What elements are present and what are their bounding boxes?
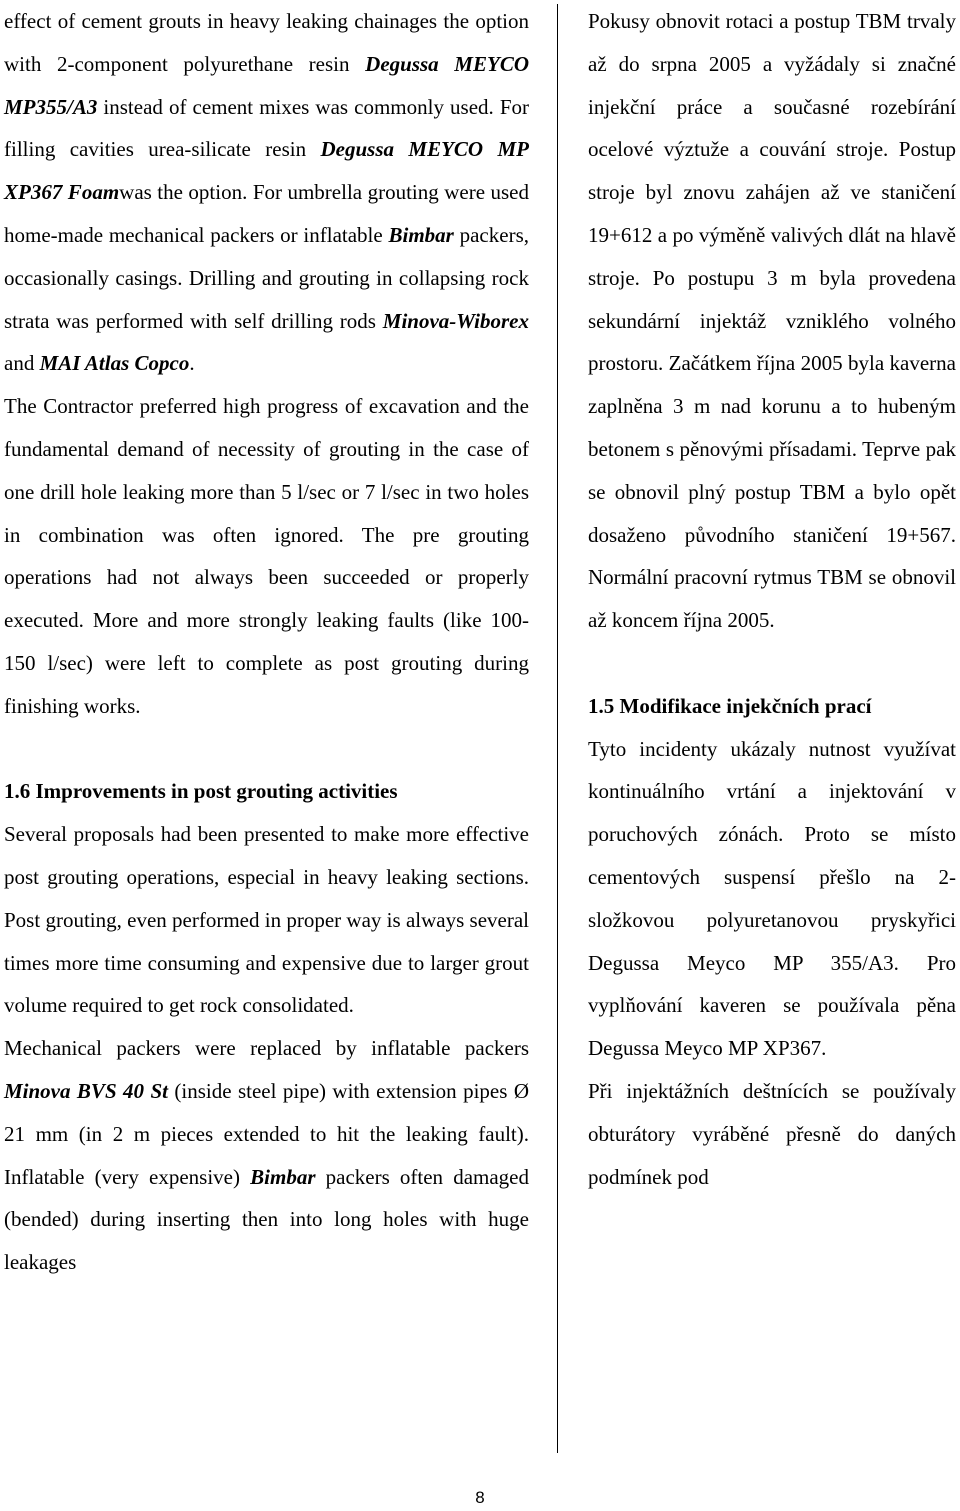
paragraph: Tyto incidenty ukázaly nutnost využívat kontinuálního vrtání a injektování v poruchových zónách. Proto se místo cementových suspensí přešlo na 2-složkovou polyuretanovou pryskyřici Degussa Meyco MP 355/A3. Pro vyplňování kaveren se používala pěna Degussa Meyco MP XP367. (588, 736, 956, 1061)
column-divider (557, 4, 558, 1453)
paragraph: The Contractor preferred high progress of excavation and the fundamental demand of necessity of grouting in the case of one drill hole leaking more than 5 l/sec or 7 l/sec in two holes in combination was often ignored. The pre grouting operations had not always been succeeded or properly executed. More and more strongly leaking faults (like 100-150 l/sec) were left to complete as post grouting during finishing works. (4, 394, 529, 718)
paragraph: Several proposals had been presented to make more effective post grouting operations, especial in heavy leaking sections. Post grouting, even performed in proper way is always several times more time consuming and expensive due to larger grout volume required to get rock consolidated. (4, 822, 529, 1018)
section-heading: 1.6 Improvements in post grouting activities (4, 779, 398, 804)
paragraph (4, 0, 529, 385)
product-name: Bimbar (250, 1164, 316, 1189)
text-run: packers often damaged (bended) during inserting then into long holes with huge leakages (4, 1164, 529, 1275)
text-run: (inside steel pipe) with extension pipes Ø 21 mm (in 2 m pieces extended to hit the leaking fault). Inflatable (very expensive) (4, 1078, 529, 1189)
text-run: effect of cement grouts in heavy leaking chainages the option with 2-component polyurethane resin (4, 9, 529, 76)
product-name: Degussa MEYCO MP355/A3 (4, 51, 529, 119)
product-name: MAI Atlas Copco (39, 351, 190, 376)
text-run: packers, occasionally casings. Drilling and grouting in collapsing rock strata was performed with self drilling rods (4, 222, 529, 333)
section-heading: 1.5 Modifikace injekčních prací (588, 693, 872, 718)
text-run: was the option. For umbrella grouting were used home-made mechanical packers or inflatable (4, 180, 529, 247)
paragraph: Při injektážních deštnících se používaly obturátory vyráběné přesně do daných podmínek pod (588, 1078, 956, 1189)
right-column (588, 0, 956, 1198)
product-name: Minova BVS 40 St (4, 1078, 168, 1103)
text-run: Mechanical packers were replaced by inflatable packers (4, 1036, 529, 1061)
left-column (4, 0, 529, 1284)
paragraph (4, 1027, 529, 1284)
product-name: Degussa MEYCO MP XP367 Foam (4, 137, 529, 205)
paragraph: Pokusy obnovit rotaci a postup TBM trvaly až do srpna 2005 a vyžádaly si značné injekční práce a současné rozebírání ocelové výztuže a couvání stroje. Postup stroje byl znovu zahájen až ve staničení 19+612 a po výměně valivých dlát na hlavě stroje. Po postupu 3 m byla provedena sekundární injektáž vzniklého volného prostoru. Začátkem října 2005 byla kaverna zaplněna 3 m nad korunu a to hubeným betonem s pěnovými přísadami. Teprve pak se obnovil plný postup TBM a bylo opět dosaženo původního staničení 19+567. Normální pracovní rytmus TBM se obnovil až koncem října 2005. (588, 9, 956, 633)
product-name: Minova-Wiborex (382, 308, 529, 333)
text-run: instead of cement mixes was commonly used. For filling cavities urea-silicate resin (4, 94, 529, 162)
product-name: Bimbar (388, 222, 454, 247)
text-run: and (4, 351, 40, 376)
page-number: 8 (475, 1488, 485, 1507)
text-run: . (189, 351, 195, 376)
